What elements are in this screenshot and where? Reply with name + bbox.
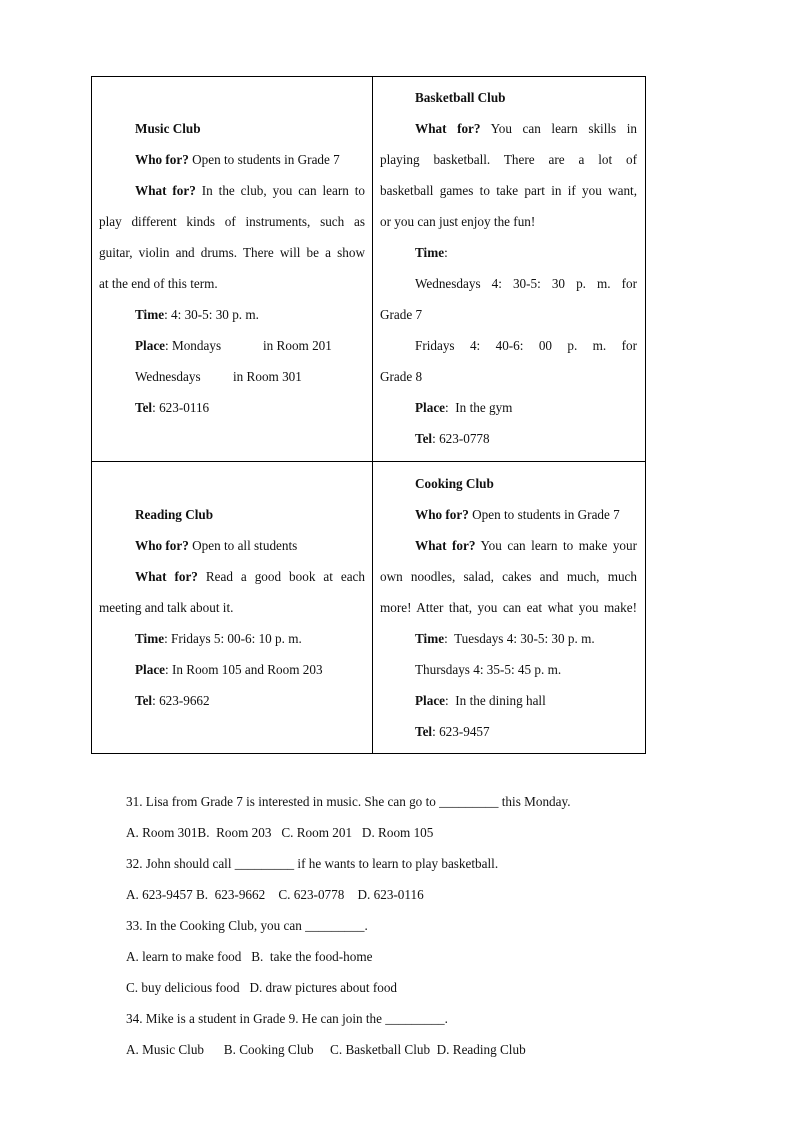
club-line: [415, 537, 637, 554]
line-text: : Fridays 5: 00-6: 10 p. m.: [164, 630, 302, 646]
question-stem: 34. Mike is a student in Grade 9. He can join the _________.: [126, 1011, 448, 1027]
line-label: Place: [135, 337, 166, 353]
line-text: meeting and talk about it.: [99, 599, 234, 615]
club-line: [135, 337, 365, 354]
line-text: : In the dining hall: [445, 692, 546, 708]
line-text: at the end of this term.: [99, 275, 218, 291]
line-label: Who for?: [135, 151, 189, 167]
line-label: Basketball Club: [415, 89, 506, 105]
club-line: [415, 399, 637, 416]
line-label: Time: [415, 244, 445, 260]
club-line: [135, 537, 365, 554]
club-line: [415, 337, 637, 354]
club-line: [135, 182, 365, 199]
line-text: Thursdays 4: 35-5: 45 p. m.: [415, 661, 562, 677]
club-line: [415, 692, 637, 709]
club-line: [135, 151, 365, 168]
answer-options: C. buy delicious food D. draw pictures about food: [126, 980, 398, 996]
table-border-left: [91, 76, 92, 754]
line-label: Tel: [415, 430, 433, 446]
answer-options: A. Room 301B. Room 203 C. Room 201 D. Room 105: [126, 824, 434, 840]
question-stem: 32. John should call _________ if he wants to learn to play basketball.: [126, 855, 499, 871]
line-text: : 623-0116: [152, 399, 210, 415]
club-title: [415, 475, 637, 492]
club-line: [135, 399, 365, 416]
line-text-room: in Room 201: [263, 337, 332, 353]
club-line: [415, 506, 637, 523]
line-label: Who for?: [415, 506, 469, 522]
club-title: [135, 120, 365, 137]
club-line: [135, 661, 365, 678]
line-text: Wednesdays: [135, 368, 201, 384]
club-line: [135, 306, 365, 323]
line-label: Place: [415, 399, 446, 415]
line-text: playing basketball. There are a lot of: [380, 151, 637, 167]
line-text: or you can just enjoy the fun!: [380, 213, 536, 229]
line-label: What for?: [135, 568, 198, 584]
line-text: Grade 8: [380, 368, 423, 384]
club-line: [415, 661, 637, 678]
line-text: : In Room 105 and Room 203: [165, 661, 323, 677]
question-stem: 31. Lisa from Grade 7 is interested in music. She can go to _________ this Monday.: [126, 793, 571, 809]
club-line: [415, 630, 637, 647]
line-label: Reading Club: [135, 506, 214, 522]
line-text: : 4: 30-5: 30 p. m.: [164, 306, 259, 322]
line-text: : Tuesdays 4: 30-5: 30 p. m.: [444, 630, 595, 646]
club-line: [380, 368, 637, 385]
club-title: [415, 89, 637, 106]
club-line: [415, 244, 637, 261]
line-text: : 623-0778: [432, 430, 490, 446]
answer-options: A. Music Club B. Cooking Club C. Basketball Club D. Reading Club: [126, 1042, 526, 1058]
line-label: Tel: [415, 723, 433, 739]
line-text: : In the gym: [445, 399, 513, 415]
line-label: Time: [135, 630, 165, 646]
line-label: Tel: [135, 399, 153, 415]
club-line: [380, 182, 637, 199]
club-title: [135, 506, 365, 523]
line-text: Open to students in Grade 7: [468, 506, 620, 522]
line-text: : Mondays: [165, 337, 222, 353]
table-row-divider: [91, 461, 646, 462]
club-line: [380, 568, 637, 585]
line-label: What for?: [135, 182, 196, 198]
club-line: [135, 630, 365, 647]
line-label: Music Club: [135, 120, 201, 136]
club-line: [135, 368, 365, 385]
club-line: [380, 306, 637, 323]
line-text: : 623-9662: [152, 692, 210, 708]
club-line: [99, 275, 365, 292]
line-text: :: [444, 244, 448, 260]
line-text: Grade 7: [380, 306, 423, 322]
line-text: play different kinds of instruments, such as: [99, 213, 365, 229]
club-line: [415, 120, 637, 137]
line-label: What for?: [415, 537, 476, 553]
club-line: [135, 568, 365, 585]
line-text-room: in Room 301: [233, 368, 302, 384]
line-label: Place: [415, 692, 446, 708]
line-label: Who for?: [135, 537, 189, 553]
club-line: [380, 599, 637, 616]
question-stem: 33. In the Cooking Club, you can _________.: [126, 917, 368, 933]
line-text: You can learn skills in: [480, 120, 637, 136]
line-label: What for?: [415, 120, 481, 136]
club-line: [380, 213, 637, 230]
table-border-top: [91, 76, 646, 77]
answer-options: A. 623-9457 B. 623-9662 C. 623-0778 D. 623-0116: [126, 886, 424, 902]
line-text: Open to students in Grade 7: [188, 151, 340, 167]
line-label: Place: [135, 661, 166, 677]
line-text: Open to all students: [188, 537, 298, 553]
club-line: [415, 723, 637, 740]
club-line: [415, 430, 637, 447]
line-text: basketball games to take part in if you want,: [380, 182, 637, 198]
club-line: [415, 275, 637, 292]
line-text: You can learn to make your: [475, 537, 637, 553]
line-label: Time: [135, 306, 165, 322]
line-text: guitar, violin and drums. There will be a show: [99, 244, 365, 260]
club-line: [99, 213, 365, 230]
line-label: Tel: [135, 692, 153, 708]
line-label: Time: [415, 630, 445, 646]
club-line: [99, 244, 365, 261]
line-text: Fridays 4: 40-6: 00 p. m. for: [415, 337, 637, 353]
table-border-right: [645, 76, 646, 754]
club-line: [380, 151, 637, 168]
club-line: [135, 692, 365, 709]
line-text: Read a good book at each: [197, 568, 365, 584]
line-text: : 623-9457: [432, 723, 490, 739]
table-border-bottom: [91, 753, 646, 754]
answer-options: A. learn to make food B. take the food-home: [126, 949, 373, 964]
line-label: Cooking Club: [415, 475, 494, 491]
club-line: [99, 599, 365, 616]
line-text: Wednesdays 4: 30-5: 30 p. m. for: [415, 275, 637, 291]
line-text: In the club, you can learn to: [195, 182, 365, 198]
line-text: own noodles, salad, cakes and much, much: [380, 568, 637, 584]
table-column-divider: [372, 76, 373, 754]
line-text: more! Atter that, you can eat what you make!: [380, 599, 637, 615]
